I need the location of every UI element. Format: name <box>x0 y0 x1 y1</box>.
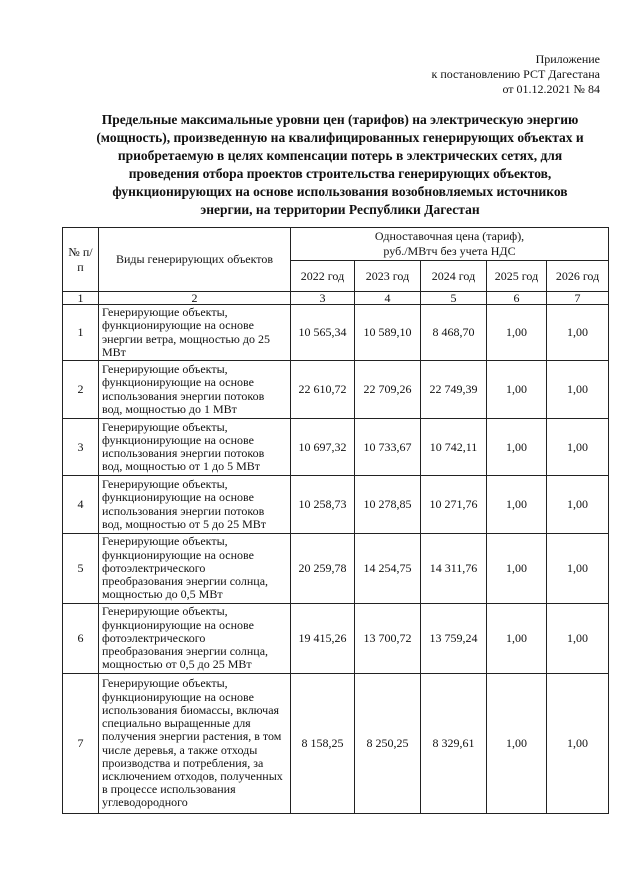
price-cell: 1,00 <box>547 534 609 604</box>
price-cell: 1,00 <box>547 674 609 814</box>
header-year: 2023 год <box>355 261 421 292</box>
row-number: 1 <box>63 305 99 361</box>
price-cell: 20 259,78 <box>291 534 355 604</box>
row-description: Генерирующие объекты, функционирующие на основе фотоэлектрического преобразования энергии солнца, мощностью до 0,5 МВт <box>99 534 291 604</box>
header-number: № п/п <box>63 228 99 292</box>
price-cell: 1,00 <box>487 534 547 604</box>
price-cell: 1,00 <box>547 604 609 674</box>
price-cell: 1,00 <box>487 476 547 534</box>
header-price <box>291 228 609 261</box>
price-cell: 10 733,67 <box>355 419 421 476</box>
price-cell: 1,00 <box>487 604 547 674</box>
row-number: 3 <box>63 419 99 476</box>
table-row <box>63 419 609 476</box>
row-number: 2 <box>63 361 99 419</box>
title-line-3: приобретаемую в целях компенсации потерь в электрических сетях, для <box>117 148 563 163</box>
price-cell: 13 759,24 <box>421 604 487 674</box>
title-line-5: функционирующих на основе использования возобновляемых источников <box>112 184 568 199</box>
title-line-1: Предельные максимальные уровни цен (тарифов) на электрическую энергию <box>101 112 579 127</box>
price-cell: 1,00 <box>487 361 547 419</box>
column-number: 6 <box>487 292 547 305</box>
price-cell: 22 709,26 <box>355 361 421 419</box>
header-price-line-1: Одноставочная цена (тариф), <box>374 229 525 243</box>
price-cell: 8 329,61 <box>421 674 487 814</box>
price-cell: 10 271,76 <box>421 476 487 534</box>
column-number: 3 <box>291 292 355 305</box>
row-number: 7 <box>63 674 99 814</box>
table-row <box>63 476 609 534</box>
row-description: Генерирующие объекты, функционирующие на основе использования энергии потоков вод, мощностью от 5 до 25 МВт <box>99 476 291 534</box>
price-cell: 1,00 <box>547 305 609 361</box>
column-number: 5 <box>421 292 487 305</box>
price-cell: 10 697,32 <box>291 419 355 476</box>
price-cell: 10 565,34 <box>291 305 355 361</box>
row-number: 6 <box>63 604 99 674</box>
appendix-line-1: Приложение <box>535 52 600 66</box>
header-price-line-2: руб./МВтч без учета НДС <box>383 244 516 258</box>
row-number: 4 <box>63 476 99 534</box>
price-cell: 14 311,76 <box>421 534 487 604</box>
table-row <box>63 604 609 674</box>
table-row <box>63 361 609 419</box>
header-row <box>63 228 609 261</box>
title-line-6: энергии, на территории Республики Дагестан <box>200 202 480 217</box>
title-line-2: (мощность), произведенную на квалифицированных генерирующих объектах и <box>96 130 584 145</box>
price-cell: 10 589,10 <box>355 305 421 361</box>
price-cell: 1,00 <box>547 361 609 419</box>
column-number: 7 <box>547 292 609 305</box>
row-description: Генерирующие объекты, функционирующие на основе использования энергии потоков вод, мощностью до 1 МВт <box>99 361 291 419</box>
table-row <box>63 534 609 604</box>
price-cell: 8 250,25 <box>355 674 421 814</box>
row-description: Генерирующие объекты, функционирующие на основе фотоэлектрического преобразования энергии солнца, мощностью от 0,5 до 25 МВт <box>99 604 291 674</box>
tariff-table <box>62 227 609 814</box>
column-number: 1 <box>63 292 99 305</box>
price-cell: 10 258,73 <box>291 476 355 534</box>
row-description: Генерирующие объекты, функционирующие на основе использования биомассы, включая специально выращенные для получения энергии растения, в том числе деревья, а также отходы производства и потребления, за исключением отходов, полученных в процессе использования углеводородного <box>99 674 291 814</box>
column-number: 4 <box>355 292 421 305</box>
price-cell: 8 158,25 <box>291 674 355 814</box>
column-number: 2 <box>99 292 291 305</box>
table-row <box>63 674 609 814</box>
row-description: Генерирующие объекты, функционирующие на основе энергии ветра, мощностью до 25 МВт <box>99 305 291 361</box>
price-cell: 10 278,85 <box>355 476 421 534</box>
table-row <box>63 305 609 361</box>
appendix-line-2: к постановлению РСТ Дагестана <box>431 67 600 81</box>
price-cell: 13 700,72 <box>355 604 421 674</box>
document-title <box>60 111 620 219</box>
row-number: 5 <box>63 534 99 604</box>
price-cell: 22 749,39 <box>421 361 487 419</box>
column-number-row <box>63 292 609 305</box>
appendix-line-3: от 01.12.2021 № 84 <box>502 82 600 96</box>
title-line-4: проведения отбора проектов строительства генерирующих объектов, <box>128 166 552 181</box>
price-cell: 8 468,70 <box>421 305 487 361</box>
price-cell: 1,00 <box>487 419 547 476</box>
price-cell: 1,00 <box>487 674 547 814</box>
table-body <box>63 305 609 814</box>
header-year: 2022 год <box>291 261 355 292</box>
price-cell: 1,00 <box>547 476 609 534</box>
header-kind: Виды генерирующих объектов <box>99 228 291 292</box>
price-cell: 1,00 <box>487 305 547 361</box>
price-cell: 1,00 <box>547 419 609 476</box>
price-cell: 19 415,26 <box>291 604 355 674</box>
header-year: 2025 год <box>487 261 547 292</box>
price-cell: 14 254,75 <box>355 534 421 604</box>
header-year: 2024 год <box>421 261 487 292</box>
price-cell: 10 742,11 <box>421 419 487 476</box>
price-cell: 22 610,72 <box>291 361 355 419</box>
row-description: Генерирующие объекты, функционирующие на основе использования энергии потоков вод, мощностью от 1 до 5 МВт <box>99 419 291 476</box>
appendix-note <box>432 52 601 97</box>
header-year: 2026 год <box>547 261 609 292</box>
